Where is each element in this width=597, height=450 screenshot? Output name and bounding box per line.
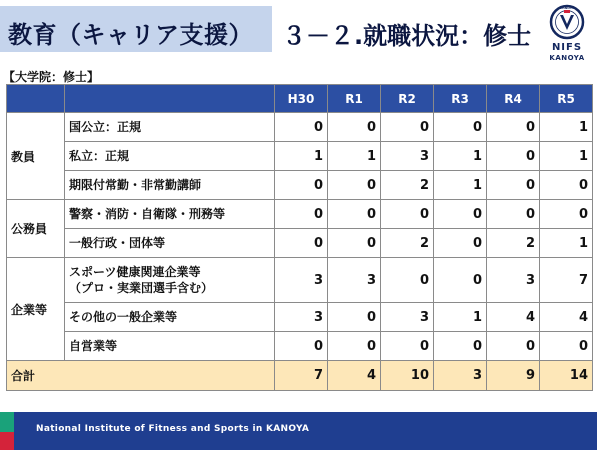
table-row xyxy=(7,229,593,258)
value-cell: 7 xyxy=(540,258,593,303)
category-cell: 企業等 xyxy=(7,258,65,361)
header-blank-cell xyxy=(7,85,65,113)
row-label: 私立：正規 xyxy=(65,142,275,171)
value-cell: 0 xyxy=(434,332,487,361)
value-cell: 0 xyxy=(540,332,593,361)
value-cell: 0 xyxy=(328,171,381,200)
value-cell: 1 xyxy=(540,229,593,258)
value-cell: 0 xyxy=(434,200,487,229)
table-row xyxy=(7,258,593,303)
total-value: 3 xyxy=(434,361,487,391)
row-label: 期限付常勤・非常勤講師 xyxy=(65,171,275,200)
value-cell: 1 xyxy=(434,171,487,200)
value-cell: 4 xyxy=(540,303,593,332)
total-row xyxy=(7,361,593,391)
logo-ring-text: KANOYA xyxy=(560,6,574,10)
page-title: 教育（キャリア支援） xyxy=(8,21,253,49)
value-cell: 1 xyxy=(328,142,381,171)
category-cell: 公務員 xyxy=(7,200,65,258)
category-cell: 教員 xyxy=(7,113,65,200)
total-value: 14 xyxy=(540,361,593,391)
value-cell: 0 xyxy=(540,171,593,200)
column-header: R3 xyxy=(434,85,487,113)
logo-subname: KANOYA xyxy=(549,54,585,62)
value-cell: 0 xyxy=(275,171,328,200)
value-cell: 0 xyxy=(328,332,381,361)
column-header: R4 xyxy=(487,85,540,113)
value-cell: 0 xyxy=(487,200,540,229)
value-cell: 0 xyxy=(487,332,540,361)
row-label: 自営業等 xyxy=(65,332,275,361)
value-cell: 2 xyxy=(381,171,434,200)
footer-accent-green xyxy=(0,412,14,432)
value-cell: 4 xyxy=(487,303,540,332)
table-row xyxy=(7,332,593,361)
value-cell: 0 xyxy=(487,171,540,200)
value-cell: 0 xyxy=(487,113,540,142)
row-label: 警察・消防・自衛隊・刑務等 xyxy=(65,200,275,229)
value-cell: 1 xyxy=(275,142,328,171)
header-blank-cell xyxy=(65,85,275,113)
value-cell: 2 xyxy=(381,229,434,258)
value-cell: 0 xyxy=(434,229,487,258)
table-row xyxy=(7,303,593,332)
column-header: H30 xyxy=(275,85,328,113)
value-cell: 0 xyxy=(487,142,540,171)
value-cell: 0 xyxy=(381,200,434,229)
employment-table xyxy=(6,84,593,391)
value-cell: 0 xyxy=(434,113,487,142)
value-cell: 1 xyxy=(434,303,487,332)
total-value: 9 xyxy=(487,361,540,391)
value-cell: 2 xyxy=(487,229,540,258)
section-label: 【大学院：修士】 xyxy=(3,70,100,84)
column-header: R1 xyxy=(328,85,381,113)
page-subtitle: ３－２.就職状況：修士 xyxy=(282,22,532,50)
value-cell: 3 xyxy=(275,303,328,332)
table-row xyxy=(7,200,593,229)
value-cell: 0 xyxy=(381,332,434,361)
row-label-line: スポーツ健康関連企業等 xyxy=(69,265,201,279)
table-row xyxy=(7,142,593,171)
row-label-line: （プロ・実業団選手含む） xyxy=(69,281,214,295)
emblem-icon xyxy=(547,4,587,40)
row-label: 国公立：正規 xyxy=(65,113,275,142)
table-header-row xyxy=(7,85,593,113)
footer-text: National Institute of Fitness and Sports in KANOYA xyxy=(36,424,310,434)
value-cell: 0 xyxy=(328,229,381,258)
value-cell: 1 xyxy=(540,113,593,142)
footer-accent-red xyxy=(0,432,14,450)
value-cell: 3 xyxy=(275,258,328,303)
nifs-logo xyxy=(543,4,591,66)
value-cell: 0 xyxy=(275,200,328,229)
value-cell: 3 xyxy=(381,303,434,332)
value-cell: 0 xyxy=(275,229,328,258)
row-label: その他の一般企業等 xyxy=(65,303,275,332)
value-cell: 0 xyxy=(381,113,434,142)
value-cell: 1 xyxy=(540,142,593,171)
value-cell: 1 xyxy=(434,142,487,171)
value-cell: 0 xyxy=(434,258,487,303)
table-row xyxy=(7,113,593,142)
row-label: 一般行政・団体等 xyxy=(65,229,275,258)
logo-name: NIFS xyxy=(551,42,583,53)
column-header: R5 xyxy=(540,85,593,113)
title-box xyxy=(0,6,272,52)
value-cell: 0 xyxy=(328,113,381,142)
total-value: 4 xyxy=(328,361,381,391)
value-cell: 0 xyxy=(275,113,328,142)
total-value: 7 xyxy=(275,361,328,391)
value-cell: 3 xyxy=(328,258,381,303)
value-cell: 0 xyxy=(275,332,328,361)
total-value: 10 xyxy=(381,361,434,391)
value-cell: 0 xyxy=(328,303,381,332)
value-cell: 3 xyxy=(487,258,540,303)
value-cell: 3 xyxy=(381,142,434,171)
value-cell: 0 xyxy=(540,200,593,229)
table-row xyxy=(7,171,593,200)
row-label xyxy=(65,258,275,303)
value-cell: 0 xyxy=(328,200,381,229)
column-header: R2 xyxy=(381,85,434,113)
value-cell: 0 xyxy=(381,258,434,303)
total-label: 合計 xyxy=(7,361,275,391)
